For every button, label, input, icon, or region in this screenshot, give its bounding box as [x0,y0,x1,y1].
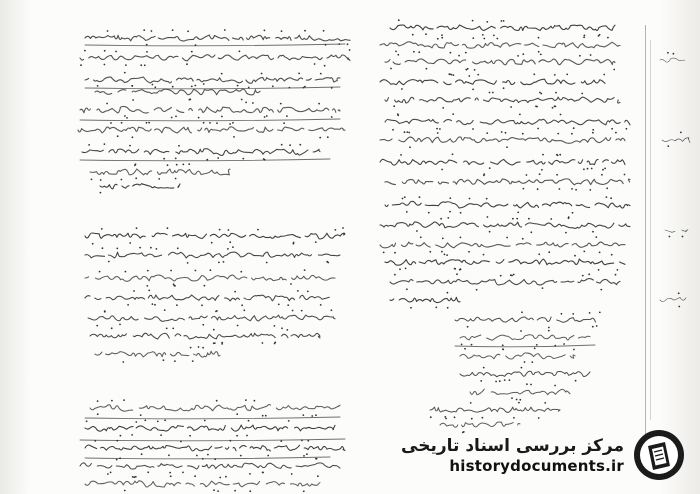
right-column-handwriting [380,19,690,433]
left-column-handwriting [78,29,355,492]
watermark-url: historydocuments.ir [449,457,624,475]
watermark-title: مرکز بررسی اسناد تاریخی [401,436,624,456]
watermark [401,428,686,482]
history-documents-logo-icon [632,428,686,482]
watermark-text [401,435,624,475]
underline-marks [80,44,595,459]
